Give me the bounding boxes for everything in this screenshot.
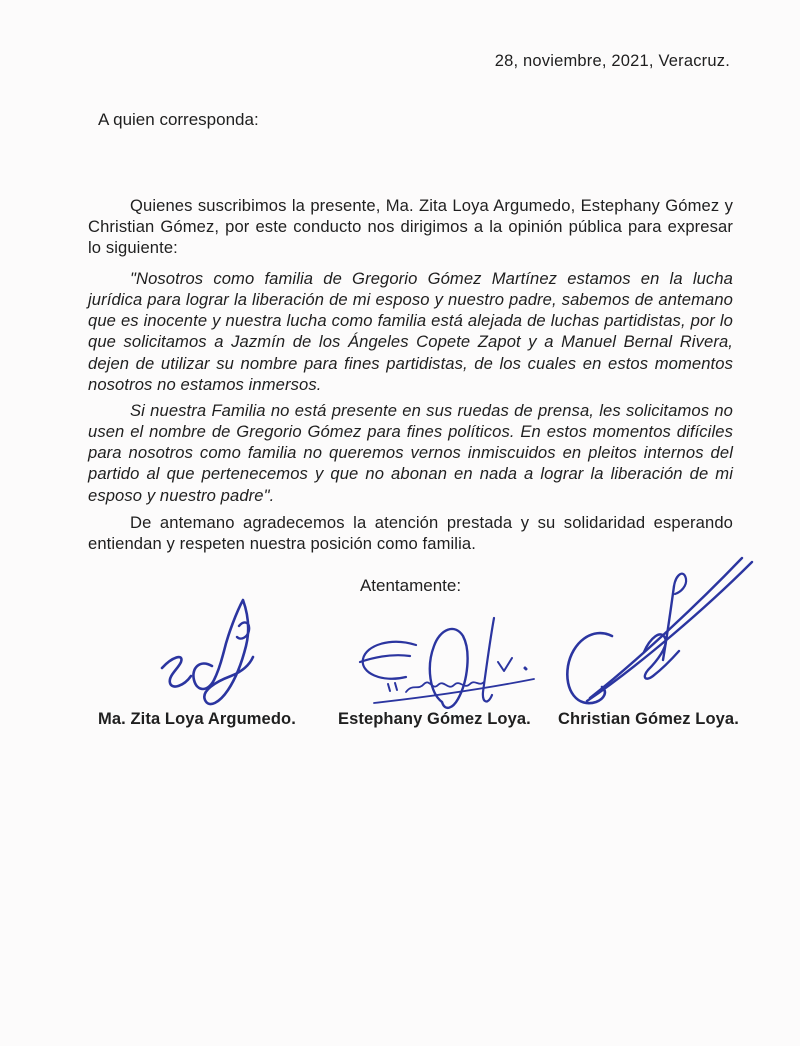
signatory-name-2: Estephany Gómez Loya. bbox=[338, 710, 531, 728]
closing-word: Atentamente: bbox=[359, 576, 462, 595]
signature-1-handwriting bbox=[140, 596, 290, 721]
paragraph-quote-1: "Nosotros como familia de Gregorio Gómez Martínez estamos en la lucha jurídica para lograr la liberación de mi esposo y nuestro padre, sabemos de antemano que es inocente y nuestra lucha como familia está alejada de luchas partidistas, por lo que solicitamos a Jazmín de los Ángeles Copete Zapot y a Manuel Bernal Rivera, dejen de utilizar su nombre para fines partidistas, de los cuales en estos momentos nosotros no estamos inmersos. bbox=[88, 268, 733, 395]
paragraph-intro: Quienes suscribimos la presente, Ma. Zita Loya Argumedo, Estephany Gómez y Christian Gómez, por este conducto nos dirigimos a la opinión pública para expresar lo siguiente: bbox=[88, 195, 733, 258]
signature-2-handwriting bbox=[346, 610, 536, 723]
salutation: A quien corresponda: bbox=[98, 110, 259, 129]
date-line: 28, noviembre, 2021, Veracruz. bbox=[494, 52, 730, 70]
paragraph-quote-2: Si nuestra Familia no está presente en sus ruedas de prensa, les solicitamos no usen el nombre de Gregorio Gómez para fines políticos. En estos momentos difíciles para nosotros como familia no queremos vernos inmiscuidos en pleitos internos del partido al que pertenecemos y que no abonan en nada a lograr la liberación de mi esposo y nuestro padre". bbox=[88, 400, 733, 505]
paragraph-thanks: De antemano agradecemos la atención prestada y su solidaridad esperando entiendan y respeten nuestra posición como familia. bbox=[88, 512, 733, 553]
signature-3-handwriting bbox=[552, 556, 757, 719]
signatory-name-1: Ma. Zita Loya Argumedo. bbox=[98, 710, 296, 728]
signatory-name-3: Christian Gómez Loya. bbox=[558, 710, 739, 728]
